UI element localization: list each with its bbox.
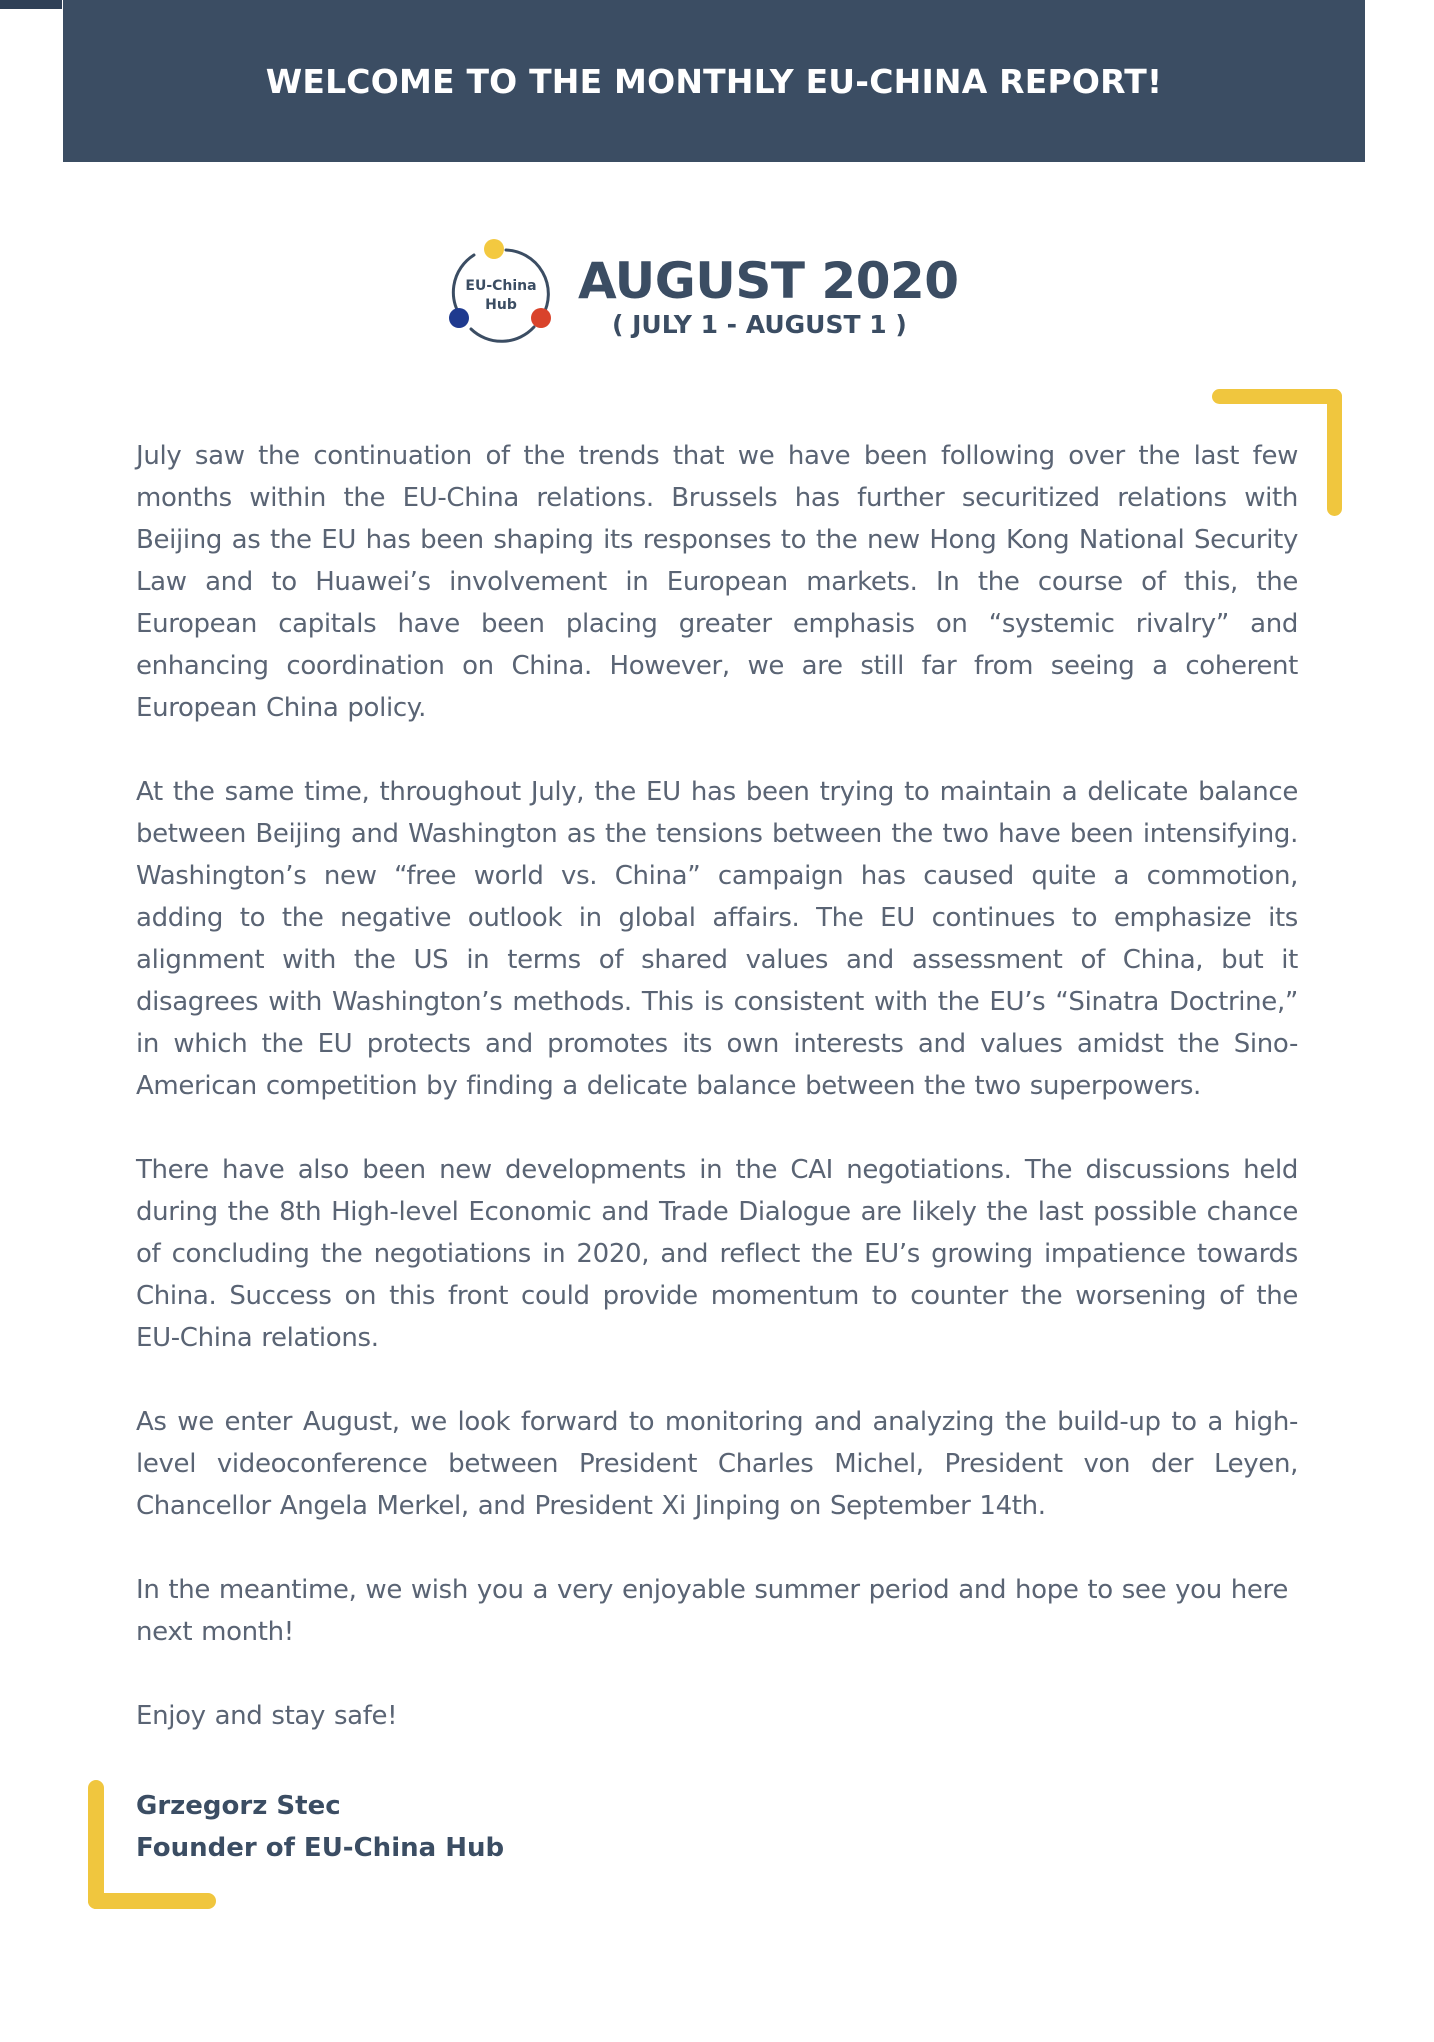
paragraph: July saw the continuation of the trends that we have been following over the last few months within the EU-China relations. Brussels has further securitized relations with Beijing as the EU has been shaping its responses to the new Hong Kong National Security Law and to Huawei’s involvement in European markets. In the course of this, the European capitals have been placing greater emphasis on “systemic rivalry” and enhancing coordination on China. However, we are still far from seeing a coherent European China policy. bbox=[136, 441, 1298, 723]
signature-role: Founder of EU-China Hub bbox=[136, 1833, 505, 1863]
paragraph: There have also been new developments in the CAI negotiations. The discussions held during the 8th High-level Economic and Trade Dialogue are likely the last possible chance of concluding the negotiations in 2020, and reflect the EU’s growing impatience towards China. Success on this front could provide momentum to counter the worsening of the EU-China relations. bbox=[136, 1155, 1298, 1353]
letter-body bbox=[136, 435, 1298, 1779]
eu-china-hub-logo bbox=[444, 237, 556, 349]
logo-yellow-dot bbox=[484, 239, 504, 259]
logo-red-dot bbox=[531, 308, 551, 328]
logo-text-line1: EU-China bbox=[465, 278, 537, 294]
corner-accent bbox=[0, 0, 62, 9]
paragraph: As we enter August, we look forward to monitoring and analyzing the build-up to a high-level videoconference between President Charles Michel, President von der Leyen, Chancellor Angela Merkel, and President Xi Jinping on September 14th. bbox=[136, 1407, 1298, 1521]
issue-title: AUGUST 2020 bbox=[578, 252, 959, 310]
header-title: WELCOME TO THE MONTHLY EU-CHINA REPORT! bbox=[265, 61, 1163, 101]
header-banner bbox=[63, 0, 1365, 162]
logo-text-line2: Hub bbox=[485, 297, 517, 313]
closing-line: Enjoy and stay safe! bbox=[136, 1701, 398, 1731]
paragraph: At the same time, throughout July, the EU has been trying to maintain a delicate balance between Beijing and Washington as the tensions between the two have been intensifying. Washington’s new “free world vs. China” campaign has caused quite a commotion, adding to the negative outlook in global affairs. The EU continues to emphasize its alignment with the US in terms of shared values and assessment of China, but it disagrees with Washington’s methods. This is consistent with the EU’s “Sinatra Doctrine,” in which the EU protects and promotes its own interests and values amidst the Sino-American competition by finding a delicate balance between the two superpowers. bbox=[136, 777, 1298, 1101]
signature-name: Grzegorz Stec bbox=[136, 1791, 341, 1821]
issue-date-range: ( JULY 1 - AUGUST 1 ) bbox=[612, 310, 907, 339]
paragraph: In the meantime, we wish you a very enjoyable summer period and hope to see you here next month! bbox=[136, 1575, 1288, 1647]
signature-block bbox=[136, 1785, 504, 1869]
logo-blue-dot bbox=[449, 308, 469, 328]
